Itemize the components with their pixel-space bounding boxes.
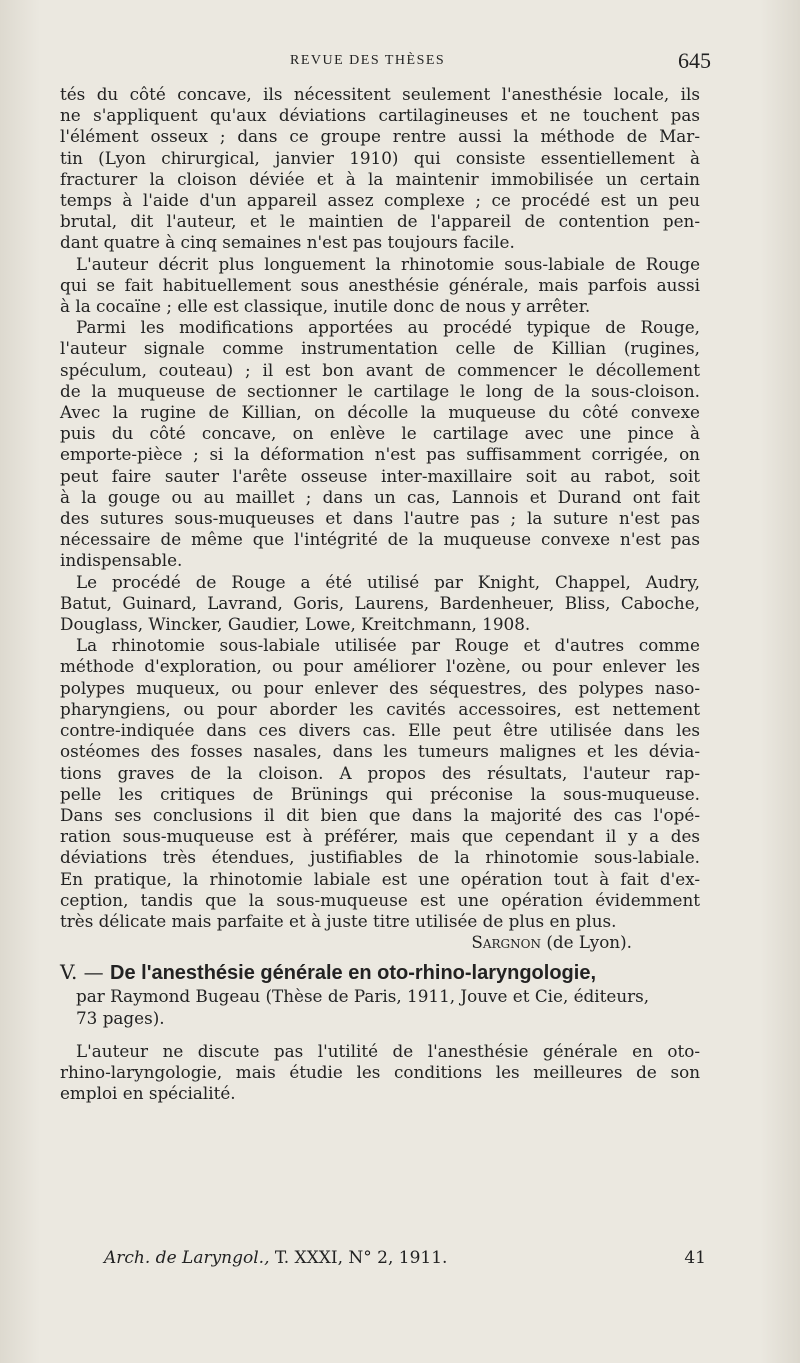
page-number: 645	[678, 48, 711, 73]
text-line: déviations très étendues, justifiables de la rhinotomie sous-labiale.	[60, 847, 700, 868]
text-line: ostéomes des fosses nasales, dans les tumeurs malignes et les dévia-	[60, 741, 700, 762]
text-line: contre-indiquée dans ces divers cas. Elle peut être utilisée dans les	[60, 720, 700, 741]
text-line: brutal, dit l'auteur, et le maintien de l'appareil de contention pen-	[60, 211, 700, 232]
text-line: à la cocaïne ; elle est classique, inutile donc de nous y arrêter.	[60, 296, 591, 317]
page-footer	[104, 1248, 722, 1268]
text-line: tions graves de la cloison. A propos des résultats, l'auteur rap-	[60, 762, 700, 783]
text-line: La rhinotomie sous-labiale utilisée par Rouge et d'autres comme	[76, 635, 700, 656]
text-line: L'auteur ne discute pas l'utilité de l'anesthésie générale en oto-	[76, 1040, 700, 1061]
text-line: très délicate mais parfaite et à juste titre utilisée de plus en plus.	[60, 910, 617, 931]
running-title: REVUE DES THÈSES	[290, 53, 446, 68]
text-line: ception, tandis que la sous-muqueuse est une opération évidemment	[60, 889, 700, 910]
text-line: ration sous-muqueuse est à préférer, mais que cependant il y a des	[60, 826, 700, 847]
section-byline: 73 pages).	[76, 1007, 165, 1028]
text-line: polypes muqueux, ou pour enlever des séquestres, des polypes naso-	[60, 677, 700, 698]
section-number: V. —	[60, 960, 104, 985]
text-line: emploi en spécialité.	[60, 1083, 236, 1104]
text-line: spéculum, couteau) ; il est bon avant de commencer le décollement	[60, 359, 700, 380]
footer-volume: T. XXXI, N° 2, 1911.	[274, 1248, 448, 1268]
text-line: Dans ses conclusions il dit bien que dans la majorité des cas l'opé-	[60, 804, 700, 825]
review-signature	[60, 932, 700, 953]
page-header	[60, 50, 715, 74]
text-line: peut faire sauter l'arête osseuse inter-maxillaire soit au rabot, soit	[60, 465, 700, 486]
text-line: En pratique, la rhinotomie labiale est une opération tout à fait d'ex-	[60, 868, 700, 889]
text-line: emporte-pièce ; si la déformation n'est pas suffisamment corrigée, on	[60, 444, 700, 465]
footer-journal: Arch. de Laryngol.,	[104, 1248, 270, 1268]
section-title: De l'anesthésie générale en oto-rhino-laryngologie,	[110, 962, 596, 985]
article-body	[60, 84, 700, 1104]
text-line: temps à l'aide d'un appareil assez complexe ; ce procédé est un peu	[60, 190, 700, 211]
text-line: pharyngiens, ou pour aborder les cavités accessoires, est nettement	[60, 698, 700, 719]
text-line: Douglass, Wincker, Gaudier, Lowe, Kreitchmann, 1908.	[60, 614, 531, 635]
text-line: Parmi les modifications apportées au procédé typique de Rouge,	[76, 317, 700, 338]
section-heading	[60, 959, 700, 986]
text-line: tin (Lyon chirurgical, janvier 1910) qui consiste essentiellement à	[60, 147, 700, 168]
text-line: tés du côté concave, ils nécessitent seulement l'anesthésie locale, ils	[60, 84, 700, 104]
text-line: méthode d'exploration, ou pour améliorer l'ozène, ou pour enlever les	[60, 656, 700, 677]
text-line: fracturer la cloison déviée et à la maintenir immobilisée un certain	[60, 168, 700, 189]
text-line: nécessaire de même que l'intégrité de la muqueuse convexe n'est pas	[60, 529, 700, 550]
text-line: Batut, Guinard, Lavrand, Goris, Laurens, Bardenheuer, Bliss, Caboche,	[60, 592, 700, 613]
text-line: dant quatre à cinq semaines n'est pas toujours facile.	[60, 232, 515, 253]
signature-name: Sargnon	[471, 932, 541, 953]
text-line: indispensable.	[60, 550, 183, 571]
text-line: ne s'appliquent qu'aux déviations cartilagineuses et ne touchent pas	[60, 105, 700, 126]
spacer	[60, 1029, 700, 1041]
text-line: Avec la rugine de Killian, on décolle la muqueuse du côté convexe	[60, 402, 700, 423]
text-line: Le procédé de Rouge a été utilisé par Knight, Chappel, Audry,	[76, 571, 700, 592]
signature-place: (de Lyon).	[546, 932, 632, 953]
text-line: des sutures sous-muqueuses et dans l'autre pas ; la suture n'est pas	[60, 508, 700, 529]
text-line: qui se fait habituellement sous anesthésie générale, mais parfois aussi	[60, 274, 700, 295]
text-line: l'élément osseux ; dans ce groupe rentre aussi la méthode de Mar-	[60, 126, 700, 147]
text-line: puis du côté concave, on enlève le cartilage avec une pince à	[60, 423, 700, 444]
text-line: L'auteur décrit plus longuement la rhinotomie sous-labiale de Rouge	[76, 253, 700, 274]
text-line: à la gouge ou au maillet ; dans un cas, Lannois et Durand ont fait	[60, 486, 700, 507]
section-byline: par Raymond Bugeau (Thèse de Paris, 1911, Jouve et Cie, éditeurs,	[76, 986, 650, 1007]
text-line: de la muqueuse de sectionner le cartilage le long de la sous-cloison.	[60, 380, 700, 401]
text-line: rhino-laryngologie, mais étudie les conditions les meilleures de son	[60, 1061, 700, 1082]
text-line: l'auteur signale comme instrumentation celle de Killian (rugines,	[60, 338, 700, 359]
footer-signature-mark: 41	[684, 1248, 706, 1268]
text-line: pelle les critiques de Brünings qui préconise la sous-muqueuse.	[60, 783, 700, 804]
